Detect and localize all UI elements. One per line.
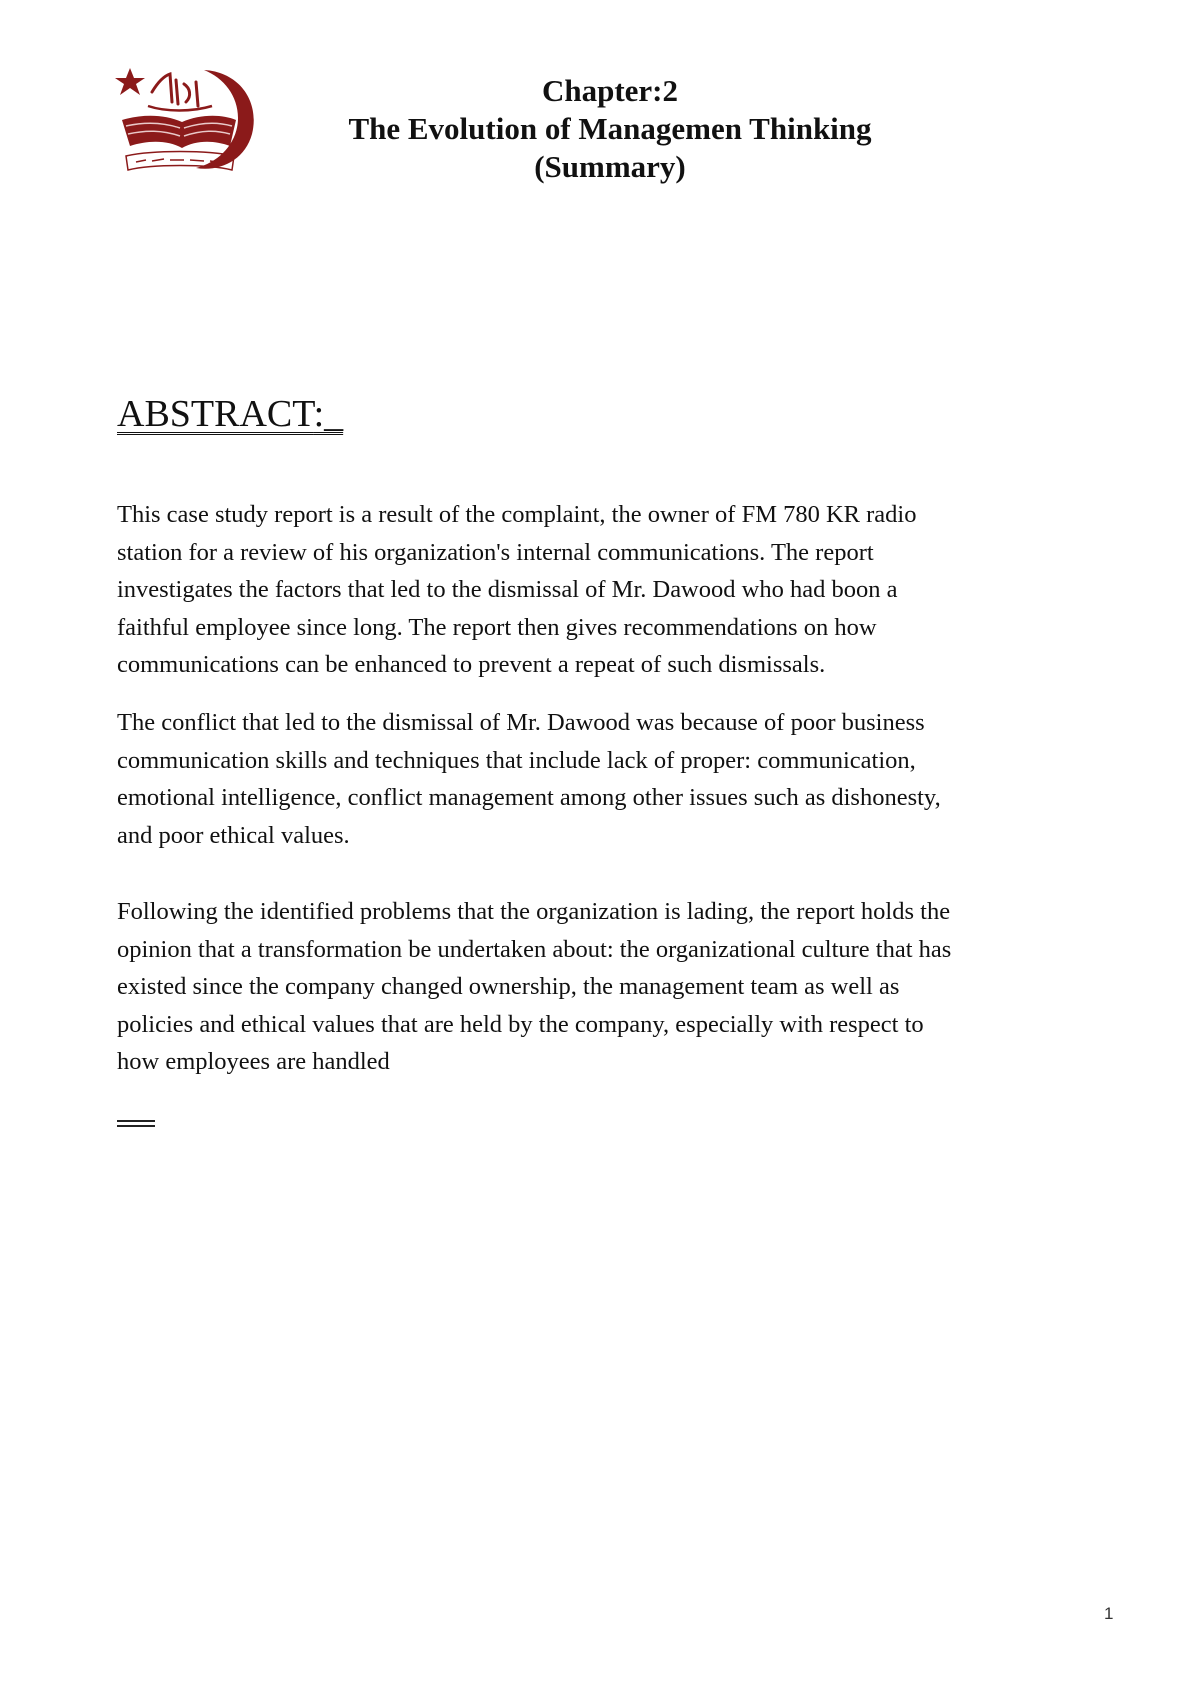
paragraph-line: and poor ethical values.: [117, 821, 350, 849]
university-logo-icon: [112, 62, 262, 180]
document-header: [300, 72, 920, 186]
paragraph-line: The conflict that led to the dismissal of Mr. Dawood was because of poor business: [117, 709, 925, 736]
paragraph-line: Following the identified problems that the organization is lading, the report holds the: [117, 898, 951, 925]
abstract-paragraph-3: [117, 893, 1097, 1081]
document-title: The Evolution of Managemen Thinking: [348, 111, 872, 146]
paragraph-line: how employees are handled: [117, 1048, 390, 1075]
document-subtitle: (Summary): [534, 149, 686, 184]
paragraph-line: emotional intelligence, conflict management among other issues such as dishonesty,: [117, 784, 941, 811]
paragraph-line: faithful employee since long. The report then gives recommendations on how: [117, 613, 877, 641]
abstract-paragraph-2: [117, 704, 1097, 854]
paragraph-line: communication skills and techniques that include lack of proper: communication,: [117, 746, 916, 774]
double-rule-divider: [117, 1120, 155, 1127]
paragraph-line: This case study report is a result of the complaint, the owner of FM 780 KR radio: [117, 501, 917, 528]
abstract-heading: [117, 392, 343, 436]
paragraph-line: policies and ethical values that are held by the company, especially with respect to: [117, 1010, 924, 1038]
paragraph-line: existed since the company changed ownership, the management team as well as: [117, 973, 900, 1000]
paragraph-line: communications can be enhanced to prevent a repeat of such dismissals.: [117, 651, 826, 678]
abstract-paragraph-1: [117, 496, 1097, 684]
abstract-heading-suffix: :_: [313, 393, 344, 435]
page-number: 1: [1104, 1604, 1114, 1623]
paragraph-line: investigates the factors that led to the dismissal of Mr. Dawood who had boon a: [117, 576, 898, 603]
abstract-heading-text: ABSTRACT: [117, 393, 314, 435]
chapter-label: Chapter:2: [541, 73, 679, 108]
paragraph-line: station for a review of his organization's internal communications. The report: [117, 538, 874, 566]
paragraph-line: opinion that a transformation be undertaken about: the organizational culture that has: [117, 935, 952, 963]
